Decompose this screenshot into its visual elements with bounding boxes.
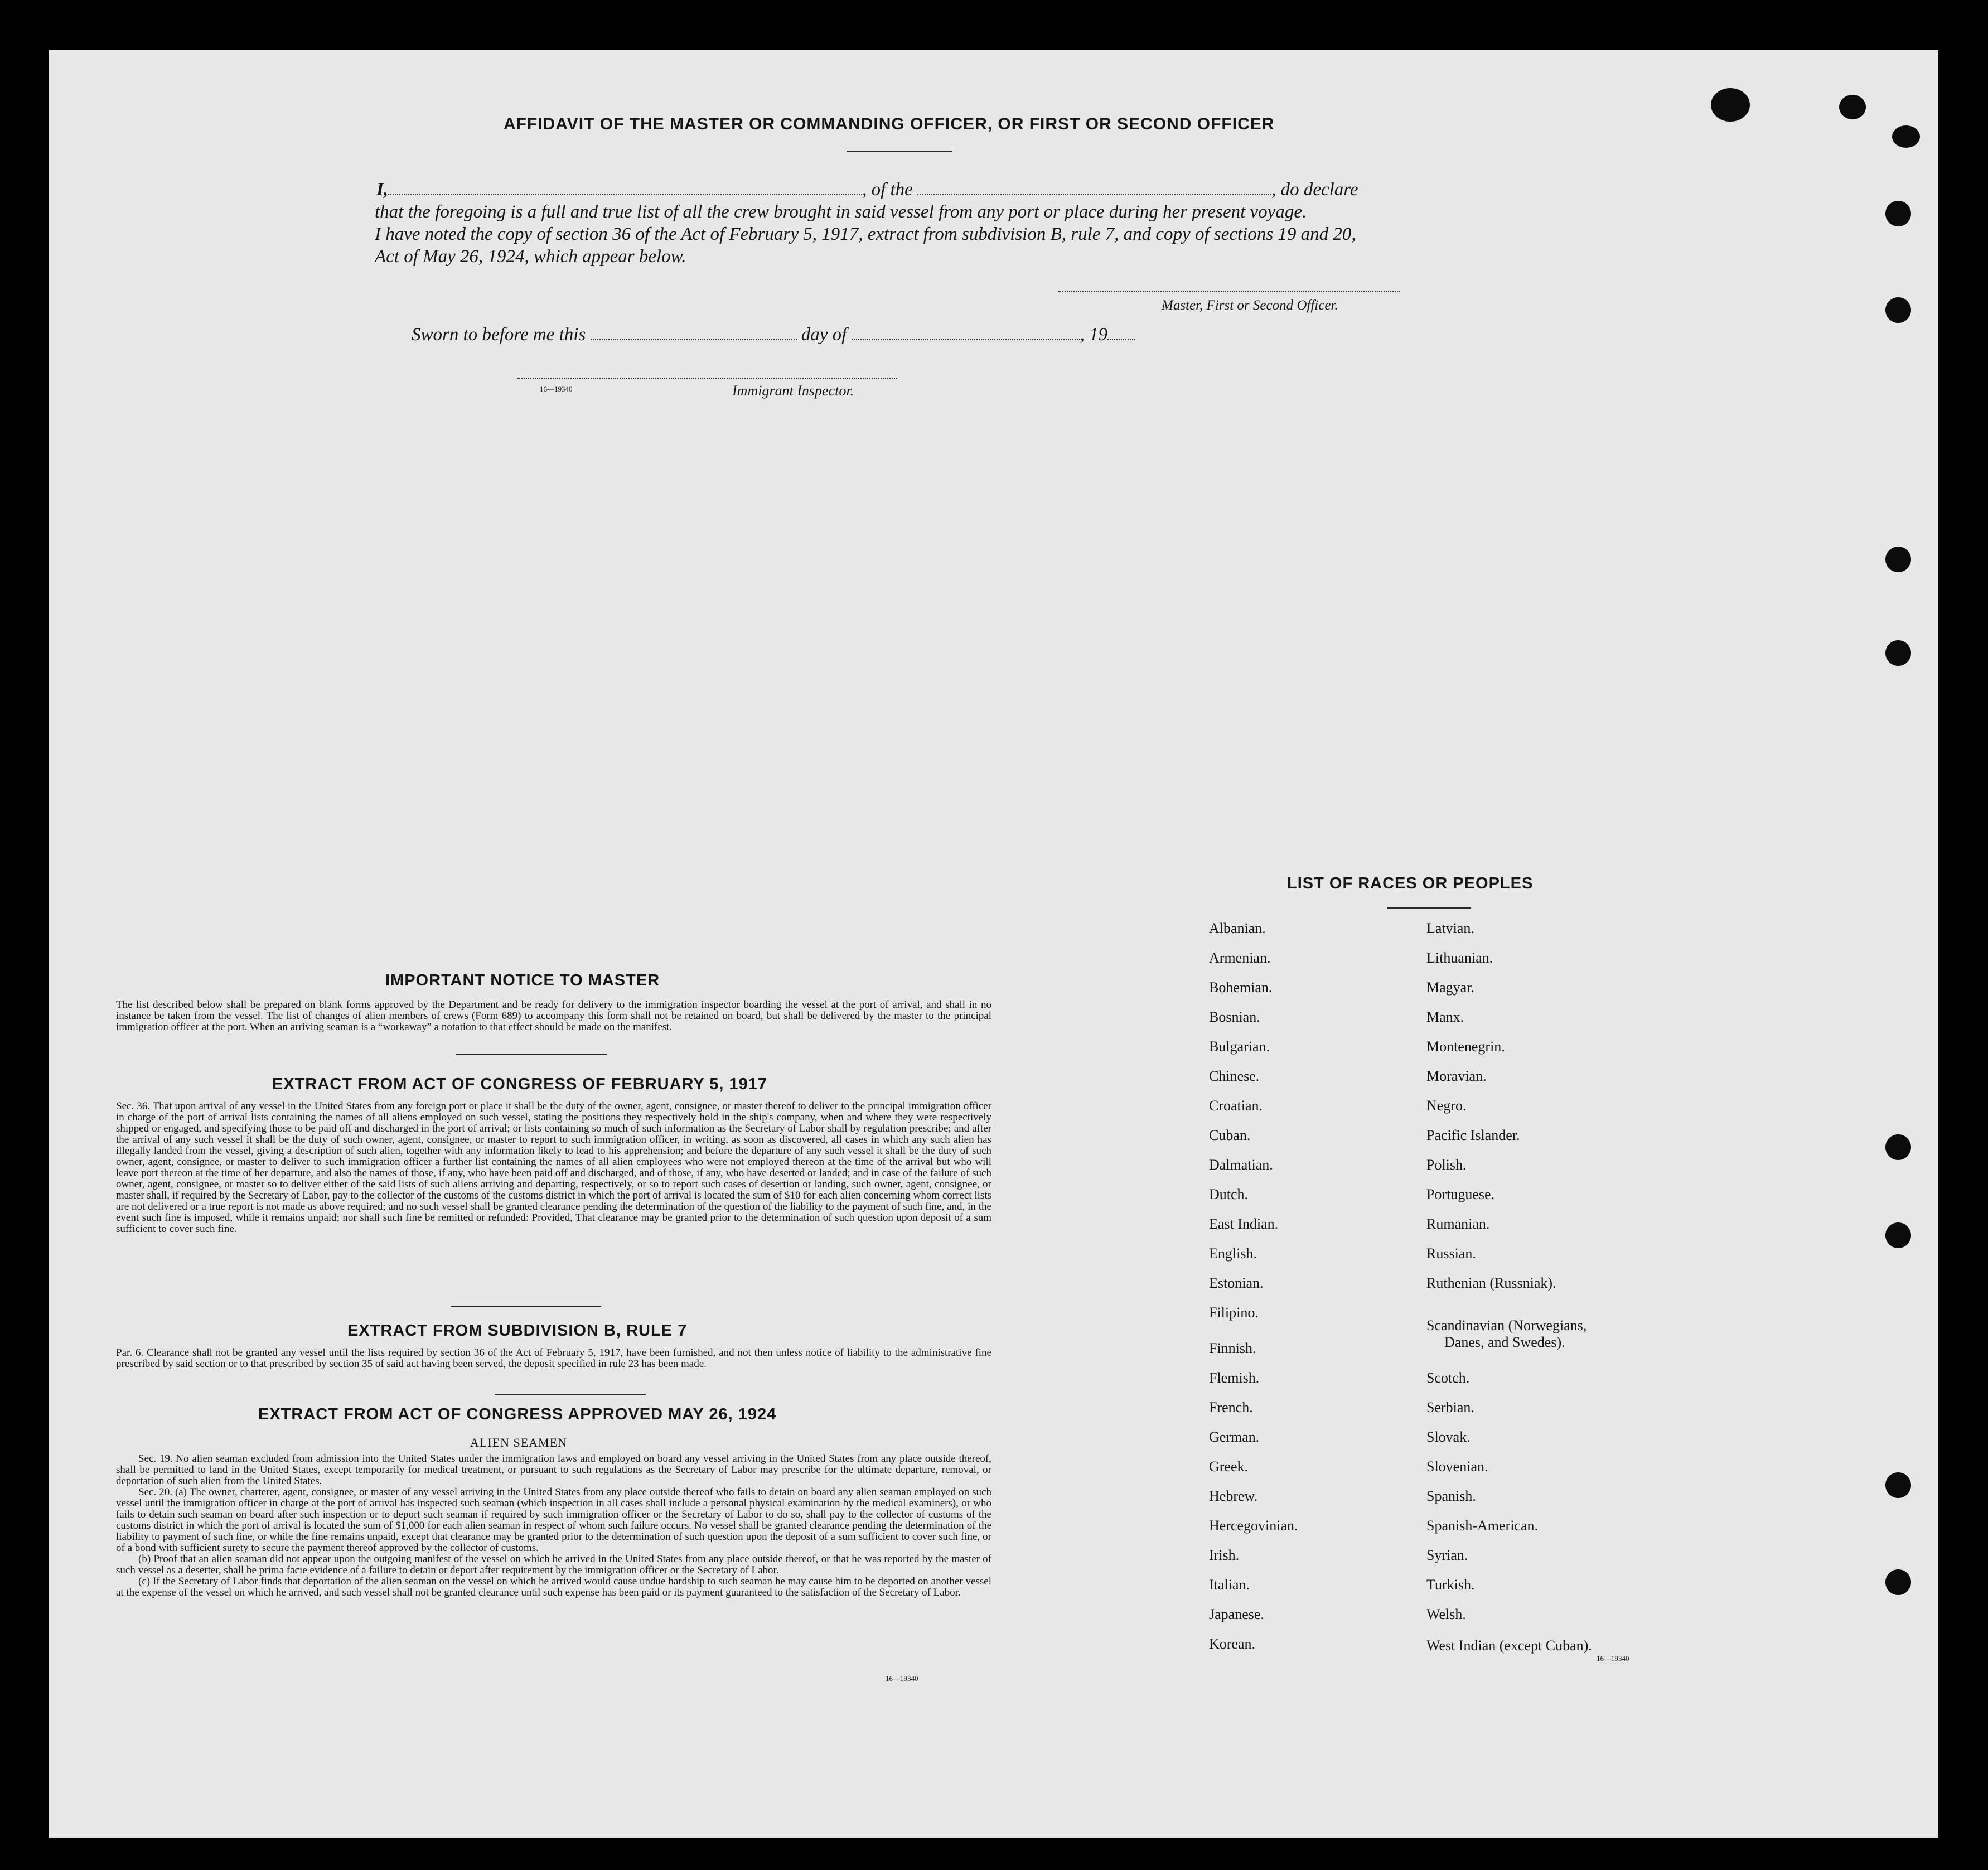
race-item: Russian. xyxy=(1426,1245,1476,1262)
race-item: Hebrew. xyxy=(1209,1488,1258,1504)
ink-blot-icon xyxy=(1839,95,1866,119)
race-item: Armenian. xyxy=(1209,950,1271,966)
form-number-right: 16—19340 xyxy=(1597,1654,1629,1663)
race-item: Flemish. xyxy=(1209,1370,1260,1386)
race-item: Croatian. xyxy=(1209,1098,1263,1114)
race-item: Scotch. xyxy=(1426,1370,1470,1386)
race-item: Pacific Islander. xyxy=(1426,1127,1520,1143)
extract-1924-title: EXTRACT FROM ACT OF CONGRESS APPROVED MAY 26, 1924 xyxy=(258,1405,777,1423)
races-title: LIST OF RACES OR PEOPLES xyxy=(1287,874,1534,892)
name-blank[interactable] xyxy=(388,183,862,195)
race-item: Slovenian. xyxy=(1426,1458,1488,1475)
binding-hole-icon xyxy=(1885,201,1911,226)
race-item: Italian. xyxy=(1209,1577,1250,1593)
race-item: Welsh. xyxy=(1426,1606,1466,1622)
race-item: East Indian. xyxy=(1209,1216,1279,1232)
race-item: Spanish-American. xyxy=(1426,1518,1539,1534)
document-page xyxy=(49,50,1938,1838)
day-blank[interactable] xyxy=(591,328,797,340)
race-item: Bulgarian. xyxy=(1209,1038,1270,1055)
binding-hole-icon xyxy=(1885,1222,1911,1248)
race-item: Polish. xyxy=(1426,1157,1467,1173)
race-item: Dutch. xyxy=(1209,1186,1249,1202)
extract-1924-subtitle: ALIEN SEAMEN xyxy=(470,1436,567,1449)
race-item: Manx. xyxy=(1426,1009,1464,1025)
affidavit-title: AFFIDAVIT OF THE MASTER OR COMMANDING OFFICER, OR FIRST OR SECOND OFFICER xyxy=(504,115,1275,133)
declaration-of-the: , of the xyxy=(862,180,913,200)
notice-body: The list described below shall be prepared on blank forms approved by the Department and be ready for delivery to the immigration inspector boarding the vessel at the port of arrival, and shall in no instance be taken from the vessel. The list of changes of alien members of crews (Form 689) to accompany this form shall not be retained on board, but shall be delivered by the master to the principal immigration officer at the port. When an arriving seaman is a “workaway” a notation to that effect should be made on the manifest. xyxy=(116,999,991,1033)
month-blank[interactable] xyxy=(852,328,1080,340)
race-item: Estonian. xyxy=(1209,1275,1264,1291)
declaration-line-2: that the foregoing is a full and true list of all the crew brought in said vessel from any port or place during her present voyage. xyxy=(375,202,1307,222)
extract-1924-sec19: Sec. 19. No alien seaman excluded from admission into the United States under the immigration laws and employed on board any vessel arriving in the United States from any place outside thereof, shall be permitted to land in the United States, except temporarily for medical treatment, or pursuant to such regulations as the Secretary of Labor may prescribe for the ultimate departure, removal, or deportation of such alien from the United States. xyxy=(116,1453,991,1487)
extract-1924-sec20c: (c) If the Secretary of Labor finds that deportation of the alien seaman on the vessel on which he arrived would cause undue hardship to such seaman he may cause him to be deported on another vessel at the expense of the vessel on which he arrived, and such vessel shall not be granted clearance until such expense has been paid or its payment guaranteed to the satisfaction of the Secretary of Labor. xyxy=(116,1576,991,1598)
race-item: Lithuanian. xyxy=(1426,950,1493,966)
race-item: Albanian. xyxy=(1209,920,1266,936)
extract-1924-sec20b: (b) Proof that an alien seaman did not appear upon the outgoing manifest of the vessel on which he arrived in the United States from any place outside thereof, or that he was reported by the master of such vessel as a deserter, shall be prima facie evidence of a failure to detain or deport after requirement by the immigration officer or the Secretary of Labor. xyxy=(116,1553,991,1576)
race-item: Chinese. xyxy=(1209,1068,1260,1084)
binding-hole-icon xyxy=(1885,640,1911,666)
extract-1917-title: EXTRACT FROM ACT OF CONGRESS OF FEBRUARY 5, 1917 xyxy=(272,1075,768,1093)
race-item: Montenegrin. xyxy=(1426,1038,1505,1055)
race-item: Irish. xyxy=(1209,1547,1240,1563)
signature-label: Master, First or Second Officer. xyxy=(1162,298,1338,313)
race-item: French. xyxy=(1209,1399,1253,1415)
race-item: Finnish. xyxy=(1209,1340,1256,1356)
extract-1924-sec20a: Sec. 20. (a) The owner, charterer, agent, consignee, or master of any vessel arriving in the United States from any place outside thereof who fails to detain on board any alien seaman employed on such vessel until the immigration officer in charge at the port of arrival has inspected such seaman (which inspection in all cases shall include a personal physical examination by the medical examiners), or who fails to detain such seaman on board after such inspection or to deport such seaman if required by such immigration officer or the Secretary of Labor to do so, shall pay to the collector of customs of the customs district in which the port of arrival is located the sum of $1,000 for each alien seaman in respect of whom such failure occurs. No vessel shall be granted clearance pending the determination of the liability to payment of such fine, or while the fine remains unpaid, except that clearance may be granted prior to the determination of such question upon the deposit of a sum sufficient to cover such fine, or of a bond with sufficient surety to secure the payment thereof approved by the collector of customs. xyxy=(116,1486,991,1554)
races-divider xyxy=(1387,907,1471,909)
race-item: Syrian. xyxy=(1426,1547,1468,1563)
declaration-line-4: Act of May 26, 1924, which appear below. xyxy=(375,247,686,267)
signature-line[interactable] xyxy=(1058,291,1400,292)
ink-blot-icon xyxy=(1711,88,1750,122)
ink-blot-icon xyxy=(1892,125,1920,148)
race-item: Turkish. xyxy=(1426,1577,1475,1593)
race-item: Cuban. xyxy=(1209,1127,1251,1143)
race-item: Portuguese. xyxy=(1426,1186,1495,1202)
binding-hole-icon xyxy=(1885,1569,1911,1595)
race-item: German. xyxy=(1209,1429,1260,1445)
race-item: Spanish. xyxy=(1426,1488,1476,1504)
year-blank[interactable] xyxy=(1107,328,1135,340)
extract-1917-body: Sec. 36. That upon arrival of any vessel in the United States from any foreign port or place it shall be the duty of the owner, agent, consignee, or master thereof to deliver to the principal immigration officer in charge of the port of arrival lists containing the names of all aliens employed on such vessel, stating the positions they respectively hold in the ship's company, when and where they were respectively shipped or engaged, and specifying those to be paid off and discharged in the port of arrival; or lists containing so much of such information as the Secretary of Labor shall by regulation prescribe; and after the arrival of any such vessel it shall be the duty of such owner, agent, consignee, or master to report to such immigration officer, in writing, as soon as discovered, all cases in which any such alien has illegally landed from the vessel, giving a description of such alien, together with any information likely to lead to his apprehension; and before the departure of any such vessel it shall be the duty of such owner, agent, consignee, or master to deliver to such immigration officer a further list containing the names of all alien employees who were not employed thereon at the time of the arrival but who will leave port thereon at the time of her departure, and also the names of those, if any, who have been paid off and discharged, and of those, if any, who have deserted or landed; and in case of the failure of such owner, agent, consignee, or master so to deliver either of the said lists of such aliens arriving and departing, respectively, or so to report such cases of desertion or landing, such owner, agent, consignee, or master shall, if required by the Secretary of Labor, pay to the collector of the customs of the customs district in which the port of arrival is located the sum of $10 for each alien concerning whom correct lists are not delivered or a true report is not made as above required; and no such vessel shall be granted clearance pending the determination of the question of the liability to the payment of such fine, and, in the event such fine is imposed, while it remains unpaid; nor shall such fine be remitted or refunded: Provided, That clearance may be granted prior to the determination of such question upon deposit of a sum sufficient to cover such fine. xyxy=(116,1100,991,1235)
race-item: West Indian (except Cuban). xyxy=(1426,1637,1592,1654)
declaration-line-3: I have noted the copy of section 36 of the Act of February 5, 1917, extract from subdivision B, rule 7, and copy of sections 19 and 20, xyxy=(375,224,1356,244)
race-item: Japanese. xyxy=(1209,1606,1264,1622)
notice-divider xyxy=(456,1054,607,1055)
form-number-top: 16—19340 xyxy=(540,385,573,393)
extract-1924-body xyxy=(116,1453,991,1598)
extract-rule7-body: Par. 6. Clearance shall not be granted any vessel until the lists required by section 36 of the Act of February 5, 1917, have been furnished, and not then unless notice of liability to the administrative fine prescribed by said section or to that prescribed by section 35 of said act having been served, the deposit specified in rule 23 has been made. xyxy=(116,1347,991,1370)
race-item: English. xyxy=(1209,1245,1257,1262)
race-item: Hercegovinian. xyxy=(1209,1518,1298,1534)
race-item: Danes, and Swedes). xyxy=(1444,1334,1565,1350)
sworn-line xyxy=(412,322,1135,347)
race-item: Bohemian. xyxy=(1209,979,1273,996)
inspector-signature-line[interactable] xyxy=(517,378,897,379)
inspector-label: Immigrant Inspector. xyxy=(732,383,854,399)
extract-rule7-divider xyxy=(495,1394,646,1395)
binding-hole-icon xyxy=(1885,297,1911,323)
race-item: Rumanian. xyxy=(1426,1216,1490,1232)
title-divider xyxy=(847,151,952,152)
race-item: Negro. xyxy=(1426,1098,1467,1114)
binding-hole-icon xyxy=(1885,1134,1911,1160)
binding-hole-icon xyxy=(1885,1472,1911,1498)
race-item: Scandinavian (Norwegians, xyxy=(1426,1317,1587,1333)
race-item: Moravian. xyxy=(1426,1068,1487,1084)
sworn-day-of: day of xyxy=(801,325,847,345)
race-item: Dalmatian. xyxy=(1209,1157,1273,1173)
vessel-blank[interactable] xyxy=(917,183,1271,195)
extract-1917-divider xyxy=(451,1306,601,1307)
race-item: Korean. xyxy=(1209,1636,1256,1652)
race-item: Serbian. xyxy=(1426,1399,1474,1415)
race-item: Magyar. xyxy=(1426,979,1474,996)
sworn-year: , 19 xyxy=(1080,325,1108,345)
race-item: Slovak. xyxy=(1426,1429,1471,1445)
sworn-text: Sworn to before me this xyxy=(412,325,586,345)
declaration-i: I, xyxy=(376,180,389,200)
race-item: Greek. xyxy=(1209,1458,1249,1475)
declaration-line-1 xyxy=(376,177,1483,202)
race-item: Bosnian. xyxy=(1209,1009,1260,1025)
extract-rule7-title: EXTRACT FROM SUBDIVISION B, RULE 7 xyxy=(347,1322,688,1340)
declaration-do-declare: , do declare xyxy=(1271,180,1358,200)
race-item: Latvian. xyxy=(1426,920,1474,936)
binding-hole-icon xyxy=(1885,547,1911,572)
race-item: Filipino. xyxy=(1209,1304,1259,1321)
notice-title: IMPORTANT NOTICE TO MASTER xyxy=(385,972,660,989)
race-item: Ruthenian (Russniak). xyxy=(1426,1275,1556,1291)
form-number-left: 16—19340 xyxy=(886,1674,918,1683)
